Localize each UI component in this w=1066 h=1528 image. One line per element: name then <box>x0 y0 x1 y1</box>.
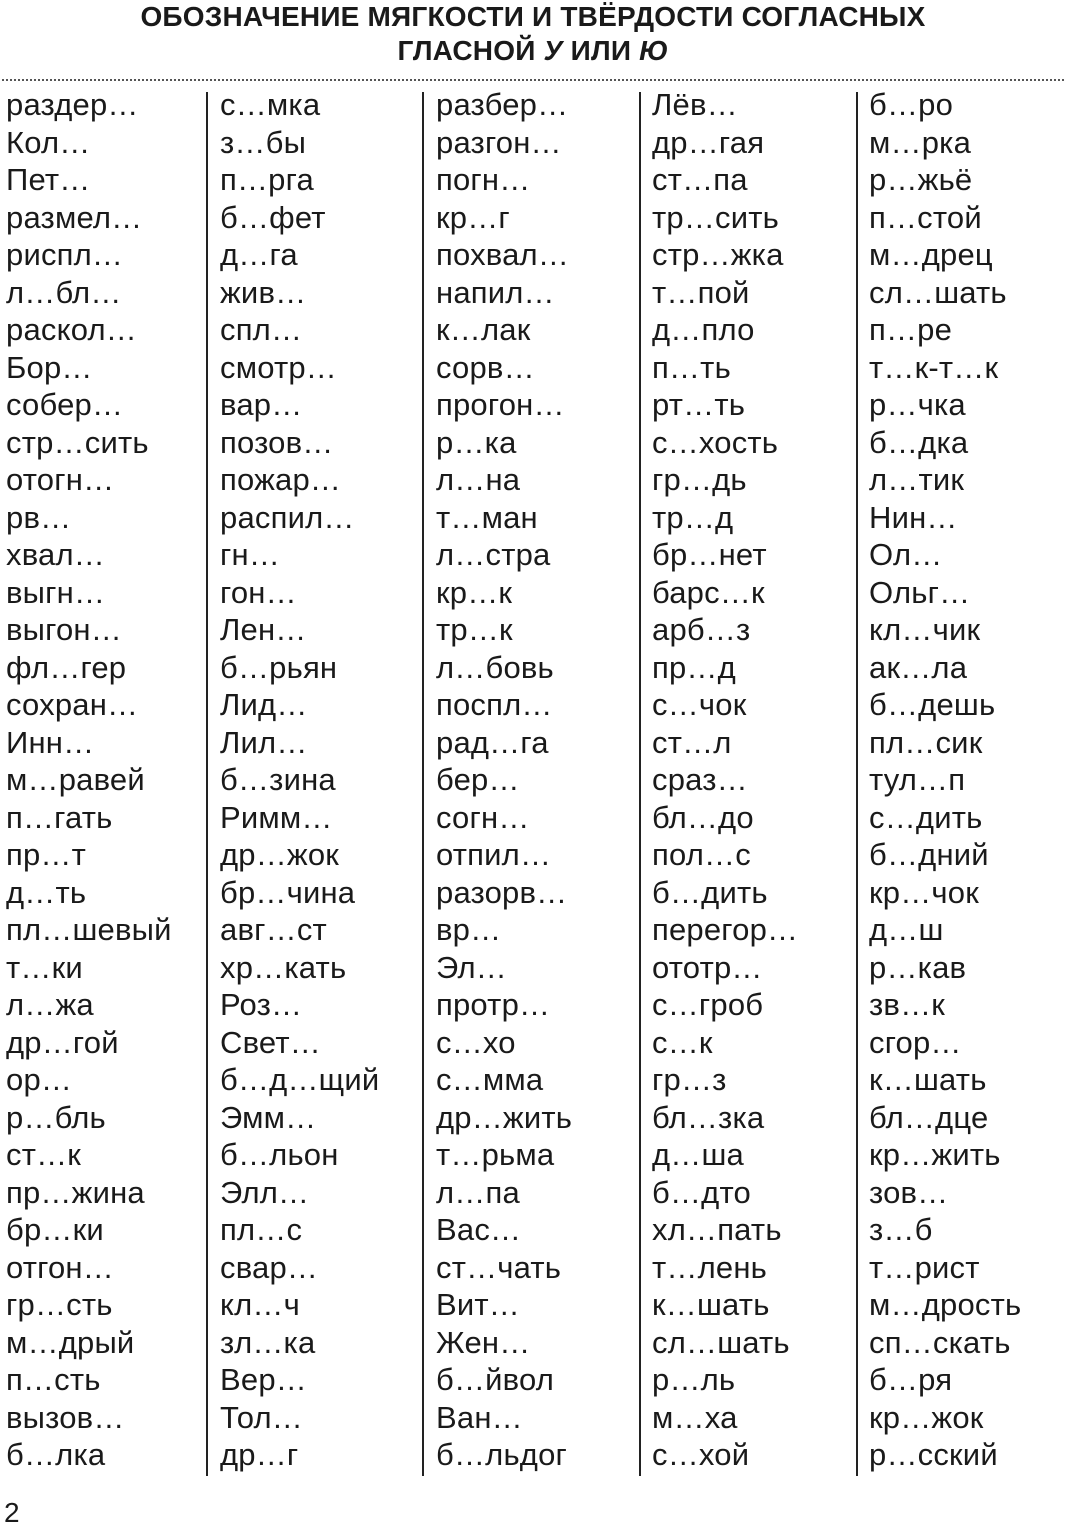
word-item: отпил… <box>436 837 552 872</box>
word-item: сохран… <box>6 687 139 722</box>
word-item: ототр… <box>652 949 763 985</box>
word-item: бр…нет <box>652 537 767 572</box>
word-item: т…пой <box>652 274 750 310</box>
word-item: вызов… <box>6 1399 125 1435</box>
word-item: рад…га <box>436 724 549 760</box>
word-item: бл…зка <box>652 1099 765 1135</box>
word-item: выгн… <box>6 574 106 610</box>
word-item: д…ть <box>6 874 87 910</box>
title-line-2 <box>0 34 1066 68</box>
column-separator <box>639 92 641 1476</box>
word-item: бл…дце <box>869 1099 989 1135</box>
word-item: т…ки <box>6 949 83 985</box>
word-item: барс…к <box>652 574 765 610</box>
word-item: пр…д <box>652 649 736 685</box>
word-item: погн… <box>436 162 531 197</box>
word-item: пр…т <box>6 837 87 872</box>
word-item: т…рист <box>869 1249 980 1285</box>
word-item: вар… <box>220 387 303 422</box>
word-item: б…рьян <box>220 649 338 685</box>
word-item: тр…к <box>436 612 513 647</box>
title-letter-u: У <box>543 35 563 66</box>
word-item: р…чка <box>869 387 966 422</box>
word-item: Ол… <box>869 537 943 572</box>
word-item: ст…л <box>652 724 732 760</box>
word-item: л…па <box>436 1174 520 1210</box>
word-item: Кол… <box>6 124 91 160</box>
word-item: б…лка <box>6 1437 106 1472</box>
word-item: с…мма <box>436 1062 544 1097</box>
word-item: б…фет <box>220 199 326 235</box>
word-item: б…льон <box>220 1137 339 1172</box>
title-line-2-mid: ИЛИ <box>562 35 640 66</box>
word-item: п…стой <box>869 199 982 235</box>
word-item: свар… <box>220 1249 319 1285</box>
word-item: кр…жок <box>869 1399 984 1435</box>
word-item: л…бл… <box>6 274 122 310</box>
word-item: гон… <box>220 574 297 610</box>
word-item: л…жа <box>6 987 94 1022</box>
word-item: Вас… <box>436 1212 522 1247</box>
word-item: спл… <box>220 312 303 347</box>
word-item: т…рьма <box>436 1137 555 1172</box>
word-item: хвал… <box>6 537 105 572</box>
word-item: с…хой <box>652 1437 750 1472</box>
word-columns <box>0 86 1066 1478</box>
word-item: Вер… <box>220 1362 307 1397</box>
word-item: зв…к <box>869 987 946 1022</box>
word-item: с…дить <box>869 799 983 835</box>
word-item: арб…з <box>652 612 751 647</box>
word-item: хр…кать <box>220 949 347 985</box>
word-item: к…шать <box>652 1287 770 1322</box>
word-item: кр…к <box>436 574 513 610</box>
word-item: позов… <box>220 424 334 460</box>
word-item: Эмм… <box>220 1099 317 1135</box>
word-item: с…хо <box>436 1024 516 1060</box>
word-item: р…кав <box>869 949 967 985</box>
word-item: Тол… <box>220 1399 303 1435</box>
word-item: с…гроб <box>652 987 764 1022</box>
word-item: авг…ст <box>220 912 327 947</box>
word-item: др…г <box>220 1437 299 1472</box>
word-item: б…зина <box>220 762 336 797</box>
word-item: выгон… <box>6 612 122 647</box>
word-item: р…бль <box>6 1099 106 1135</box>
word-item: стр…жка <box>652 237 784 272</box>
word-item: вр… <box>436 912 502 947</box>
word-item: р…сский <box>869 1437 998 1472</box>
word-item: ак…ла <box>869 649 968 685</box>
word-item: м…дрый <box>6 1324 135 1360</box>
word-item: т…лень <box>652 1249 767 1285</box>
word-item: сорв… <box>436 349 535 385</box>
word-item: др…жить <box>436 1099 573 1135</box>
word-item: зов… <box>869 1174 949 1210</box>
word-item: кр…жить <box>869 1137 1001 1172</box>
word-column-4 <box>652 86 798 1478</box>
word-item: с…мка <box>220 87 321 122</box>
word-item: к…шать <box>869 1062 987 1097</box>
word-item: т…к-т…к <box>869 349 999 385</box>
word-item: отгон… <box>6 1249 114 1285</box>
word-item: рт…ть <box>652 387 746 422</box>
word-item: др…гой <box>6 1024 119 1060</box>
word-item: кл…чик <box>869 612 981 647</box>
word-column-1 <box>6 86 172 1478</box>
word-item: б…йвол <box>436 1362 555 1397</box>
word-item: тр…д <box>652 499 734 535</box>
word-item: Нин… <box>869 499 958 535</box>
word-item: б…дить <box>652 874 768 910</box>
word-item: б…ро <box>869 87 954 122</box>
word-item: л…на <box>436 462 521 497</box>
word-item: поспл… <box>436 687 553 722</box>
word-item: м…рка <box>869 124 972 160</box>
word-item: раздер… <box>6 87 139 122</box>
word-item: прогон… <box>436 387 565 422</box>
word-item: р…ка <box>436 424 517 460</box>
title-line-2-prefix: ГЛАСНОЙ <box>397 35 544 66</box>
word-item: пол…с <box>652 837 751 872</box>
word-item: б…дешь <box>869 687 996 722</box>
column-separator <box>206 92 208 1476</box>
word-item: тр…сить <box>652 199 780 235</box>
word-item: Лил… <box>220 724 308 760</box>
word-item: Эл… <box>436 949 507 985</box>
word-column-3 <box>436 86 572 1478</box>
word-item: Римм… <box>220 799 333 835</box>
word-item: напил… <box>436 274 555 310</box>
word-item: раскол… <box>6 312 137 347</box>
word-item: размел… <box>6 199 143 235</box>
word-item: ст…к <box>6 1137 82 1172</box>
word-item: Бор… <box>6 349 93 385</box>
word-item: бр…ки <box>6 1212 104 1247</box>
column-separator <box>856 92 858 1476</box>
word-item: п…сть <box>6 1362 101 1397</box>
word-item: с…хость <box>652 424 779 460</box>
word-item: отогн… <box>6 462 115 497</box>
word-item: гр…сть <box>6 1287 113 1322</box>
word-item: бр…чина <box>220 874 356 910</box>
word-column-2 <box>220 86 379 1478</box>
page-number: 2 <box>4 1497 20 1528</box>
word-item: Жен… <box>436 1324 531 1360</box>
word-item: кр…г <box>436 199 510 235</box>
word-item: л…бовь <box>436 649 554 685</box>
word-item: пл…сик <box>869 724 983 760</box>
word-item: л…тик <box>869 462 965 497</box>
word-item: б…д…щий <box>220 1062 380 1097</box>
column-separator <box>422 92 424 1476</box>
word-item: Элл… <box>220 1174 310 1210</box>
word-item: л…стра <box>436 537 551 572</box>
word-column-5 <box>869 86 1021 1478</box>
word-item: стр…сить <box>6 424 149 460</box>
word-item: ор… <box>6 1062 73 1097</box>
word-item: сл…шать <box>652 1324 790 1360</box>
word-item: з…бы <box>220 124 307 160</box>
word-item: м…равей <box>6 762 145 797</box>
word-item: Лен… <box>220 612 307 647</box>
word-item: зл…ка <box>220 1324 316 1360</box>
dotted-divider <box>2 79 1064 81</box>
word-item: перегор… <box>652 912 799 947</box>
word-item: разорв… <box>436 874 568 910</box>
word-item: пл…шевый <box>6 912 172 947</box>
word-item: б…дний <box>869 837 989 872</box>
title-letter-yu: Ю <box>639 35 669 66</box>
word-item: б…дто <box>652 1174 751 1210</box>
title-line-1: ОБОЗНАЧЕНИЕ МЯГКОСТИ И ТВЁРДОСТИ СОГЛАСНЫХ <box>140 1 926 32</box>
word-item: р…жьё <box>869 162 973 197</box>
word-item: ст…чать <box>436 1249 562 1285</box>
word-item: сл…шать <box>869 274 1007 310</box>
page-title <box>0 0 1066 68</box>
word-item: гр…з <box>652 1062 727 1097</box>
word-item: Роз… <box>220 987 303 1022</box>
word-item: др…жок <box>220 837 340 872</box>
word-item: распил… <box>220 499 355 535</box>
word-item: д…га <box>220 237 298 272</box>
word-item: сгор… <box>869 1024 962 1060</box>
word-item: смотр… <box>220 349 338 385</box>
word-item: д…пло <box>652 312 755 347</box>
word-item: жив… <box>220 274 307 310</box>
word-item: п…гать <box>6 799 113 835</box>
word-item: собер… <box>6 387 124 422</box>
word-item: м…ха <box>652 1399 738 1435</box>
word-item: Инн… <box>6 724 95 760</box>
word-item: гр…дь <box>652 462 747 497</box>
word-item: д…ш <box>869 912 944 947</box>
word-item: Пет… <box>6 162 91 197</box>
word-item: сраз… <box>652 762 748 797</box>
word-item: п…рга <box>220 162 314 197</box>
word-item: др…гая <box>652 124 765 160</box>
word-item: м…дрец <box>869 237 993 272</box>
word-item: с…к <box>652 1024 713 1060</box>
word-item: ст…па <box>652 162 748 197</box>
word-item: Лид… <box>220 687 308 722</box>
word-item: з…б <box>869 1212 933 1247</box>
word-item: согн… <box>436 799 530 835</box>
word-item: кл…ч <box>220 1287 300 1322</box>
word-item: б…льдог <box>436 1437 568 1472</box>
word-item: сп…скать <box>869 1324 1011 1360</box>
word-item: д…ша <box>652 1137 744 1172</box>
word-item: Ольг… <box>869 574 971 610</box>
word-item: п…ть <box>652 349 731 385</box>
word-item: разгон… <box>436 124 562 160</box>
word-item: гн… <box>220 537 281 572</box>
word-item: р…ль <box>652 1362 736 1397</box>
word-item: пожар… <box>220 462 342 497</box>
word-item: протр… <box>436 987 551 1022</box>
word-item: к…лак <box>436 312 531 347</box>
word-item: рв… <box>6 499 72 535</box>
word-item: кр…чок <box>869 874 979 910</box>
word-item: риспл… <box>6 237 124 272</box>
word-item: м…дрость <box>869 1287 1022 1322</box>
word-item: Лёв… <box>652 87 738 122</box>
word-item: бер… <box>436 762 520 797</box>
word-item: фл…гер <box>6 649 127 685</box>
word-item: разбер… <box>436 87 569 122</box>
word-item: пр…жина <box>6 1174 145 1210</box>
word-item: хл…пать <box>652 1212 782 1247</box>
word-item: Ван… <box>436 1399 523 1435</box>
word-item: Свет… <box>220 1024 321 1060</box>
word-item: п…ре <box>869 312 953 347</box>
word-item: пл…с <box>220 1212 303 1247</box>
word-item: тул…п <box>869 762 966 797</box>
word-item: Вит… <box>436 1287 520 1322</box>
word-item: т…ман <box>436 499 538 535</box>
word-item: похвал… <box>436 237 570 272</box>
word-item: б…дка <box>869 424 969 460</box>
word-item: с…чок <box>652 687 747 722</box>
word-item: б…ря <box>869 1362 953 1397</box>
word-item: бл…до <box>652 799 754 835</box>
